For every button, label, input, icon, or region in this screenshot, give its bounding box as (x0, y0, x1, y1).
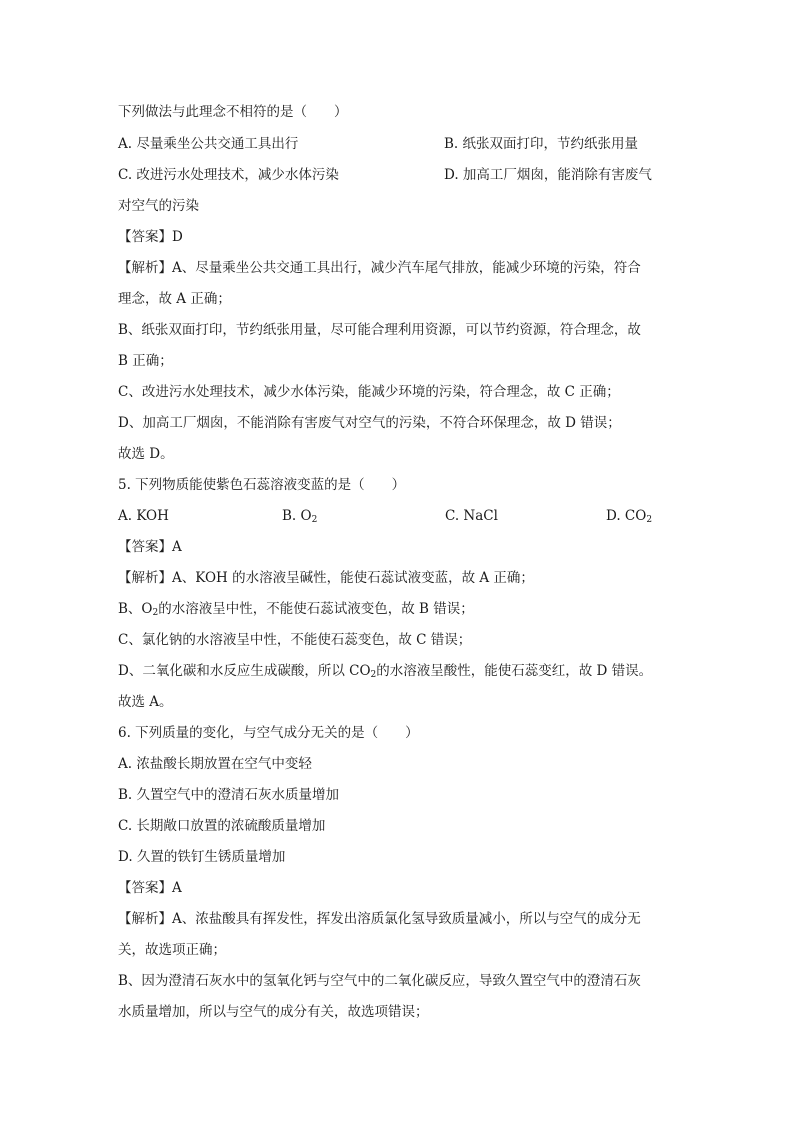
q4-analysis-line: C、改进污水处理技术，减少水体污染，能减少环境的污染，符合理念，故 C 正确； (118, 384, 620, 400)
q4-analysis-line: 故选 D。 (118, 446, 174, 462)
q4-analysis-line: B 正确； (118, 353, 173, 369)
q4-option-a: A. 尽量乘坐公共交通工具出行 (118, 136, 299, 152)
q6-answer: 【答案】A (118, 880, 182, 896)
q4-option-c: C. 改进污水处理技术，减少水体污染 (118, 167, 339, 183)
q6-option-d: D. 久置的铁钉生锈质量增加 (118, 849, 286, 865)
q5-stem: 5. 下列物质能使紫色石蕊溶液变蓝的是（ ） (118, 477, 406, 493)
q4-answer: 【答案】D (118, 229, 183, 245)
q4-option-d-cont: 对空气的污染 (118, 198, 199, 214)
q6-option-c: C. 长期敞口放置的浓硫酸质量增加 (118, 818, 326, 834)
q6-stem: 6. 下列质量的变化，与空气成分无关的是（ ） (118, 725, 419, 741)
q4-analysis-line: D、加高工厂烟囱，不能消除有害废气对空气的污染，不符合环保理念，故 D 错误； (118, 415, 621, 431)
q5-answer: 【答案】A (118, 539, 182, 555)
q5-option-d: D. $CO_2$ (606, 508, 653, 525)
q5-option-b: B. $O_2$ (282, 508, 318, 525)
q5-analysis-line: 故选 A。 (118, 694, 173, 710)
q6-analysis-line: 水质量增加，所以与空气的成分有关，故选项错误； (118, 1004, 429, 1020)
q6-option-b: B. 久置空气中的澄清石灰水质量增加 (118, 787, 340, 803)
q5-analysis-line: D、二氧化碳和水反应生成碳酸，所以 $CO_2$的水溶液呈酸性，能使石蕊变红，故 D 错误。 (118, 663, 653, 680)
q4-analysis-line: 理念，故 A 正确； (118, 291, 231, 307)
q4-option-d: D. 加高工厂烟囱，能消除有害废气 (444, 167, 652, 183)
q5-analysis-line: 【解析】A、KOH 的水溶液呈碱性，能使石蕊试液变蓝，故 A 正确； (118, 570, 534, 586)
q5-option-a: A. KOH (118, 508, 169, 524)
q4-option-b: B. 纸张双面打印，节约纸张用量 (444, 136, 639, 152)
q5-option-c: C. NaCl (445, 508, 498, 524)
q4-analysis-line: B、纸张双面打印，节约纸张用量，尽可能合理利用资源，可以节约资源，符合理念，故 (118, 322, 641, 338)
q6-analysis-line: 【解析】A、浓盐酸具有挥发性，挥发出溶质氯化氢导致质量减小，所以与空气的成分无 (118, 911, 641, 927)
q4-stem: 下列做法与此理念不相符的是（ ） (118, 104, 348, 120)
q4-analysis-line: 【解析】A、尽量乘坐公共交通工具出行，减少汽车尾气排放，能减少环境的污染，符合 (118, 260, 641, 276)
q5-analysis-line: C、氯化钠的水溶液呈中性，不能使石蕊变色，故 C 错误； (118, 632, 472, 648)
q6-analysis-line: 关，故选项正确； (118, 942, 226, 958)
q5-analysis-line: B、$O_2$的水溶液呈中性，不能使石蕊试液变色，故 B 错误； (118, 601, 474, 618)
q6-option-a: A. 浓盐酸长期放置在空气中变轻 (118, 756, 312, 772)
q6-analysis-line: B、因为澄清石灰水中的氢氧化钙与空气中的二氧化碳反应，导致久置空气中的澄清石灰 (118, 973, 641, 989)
